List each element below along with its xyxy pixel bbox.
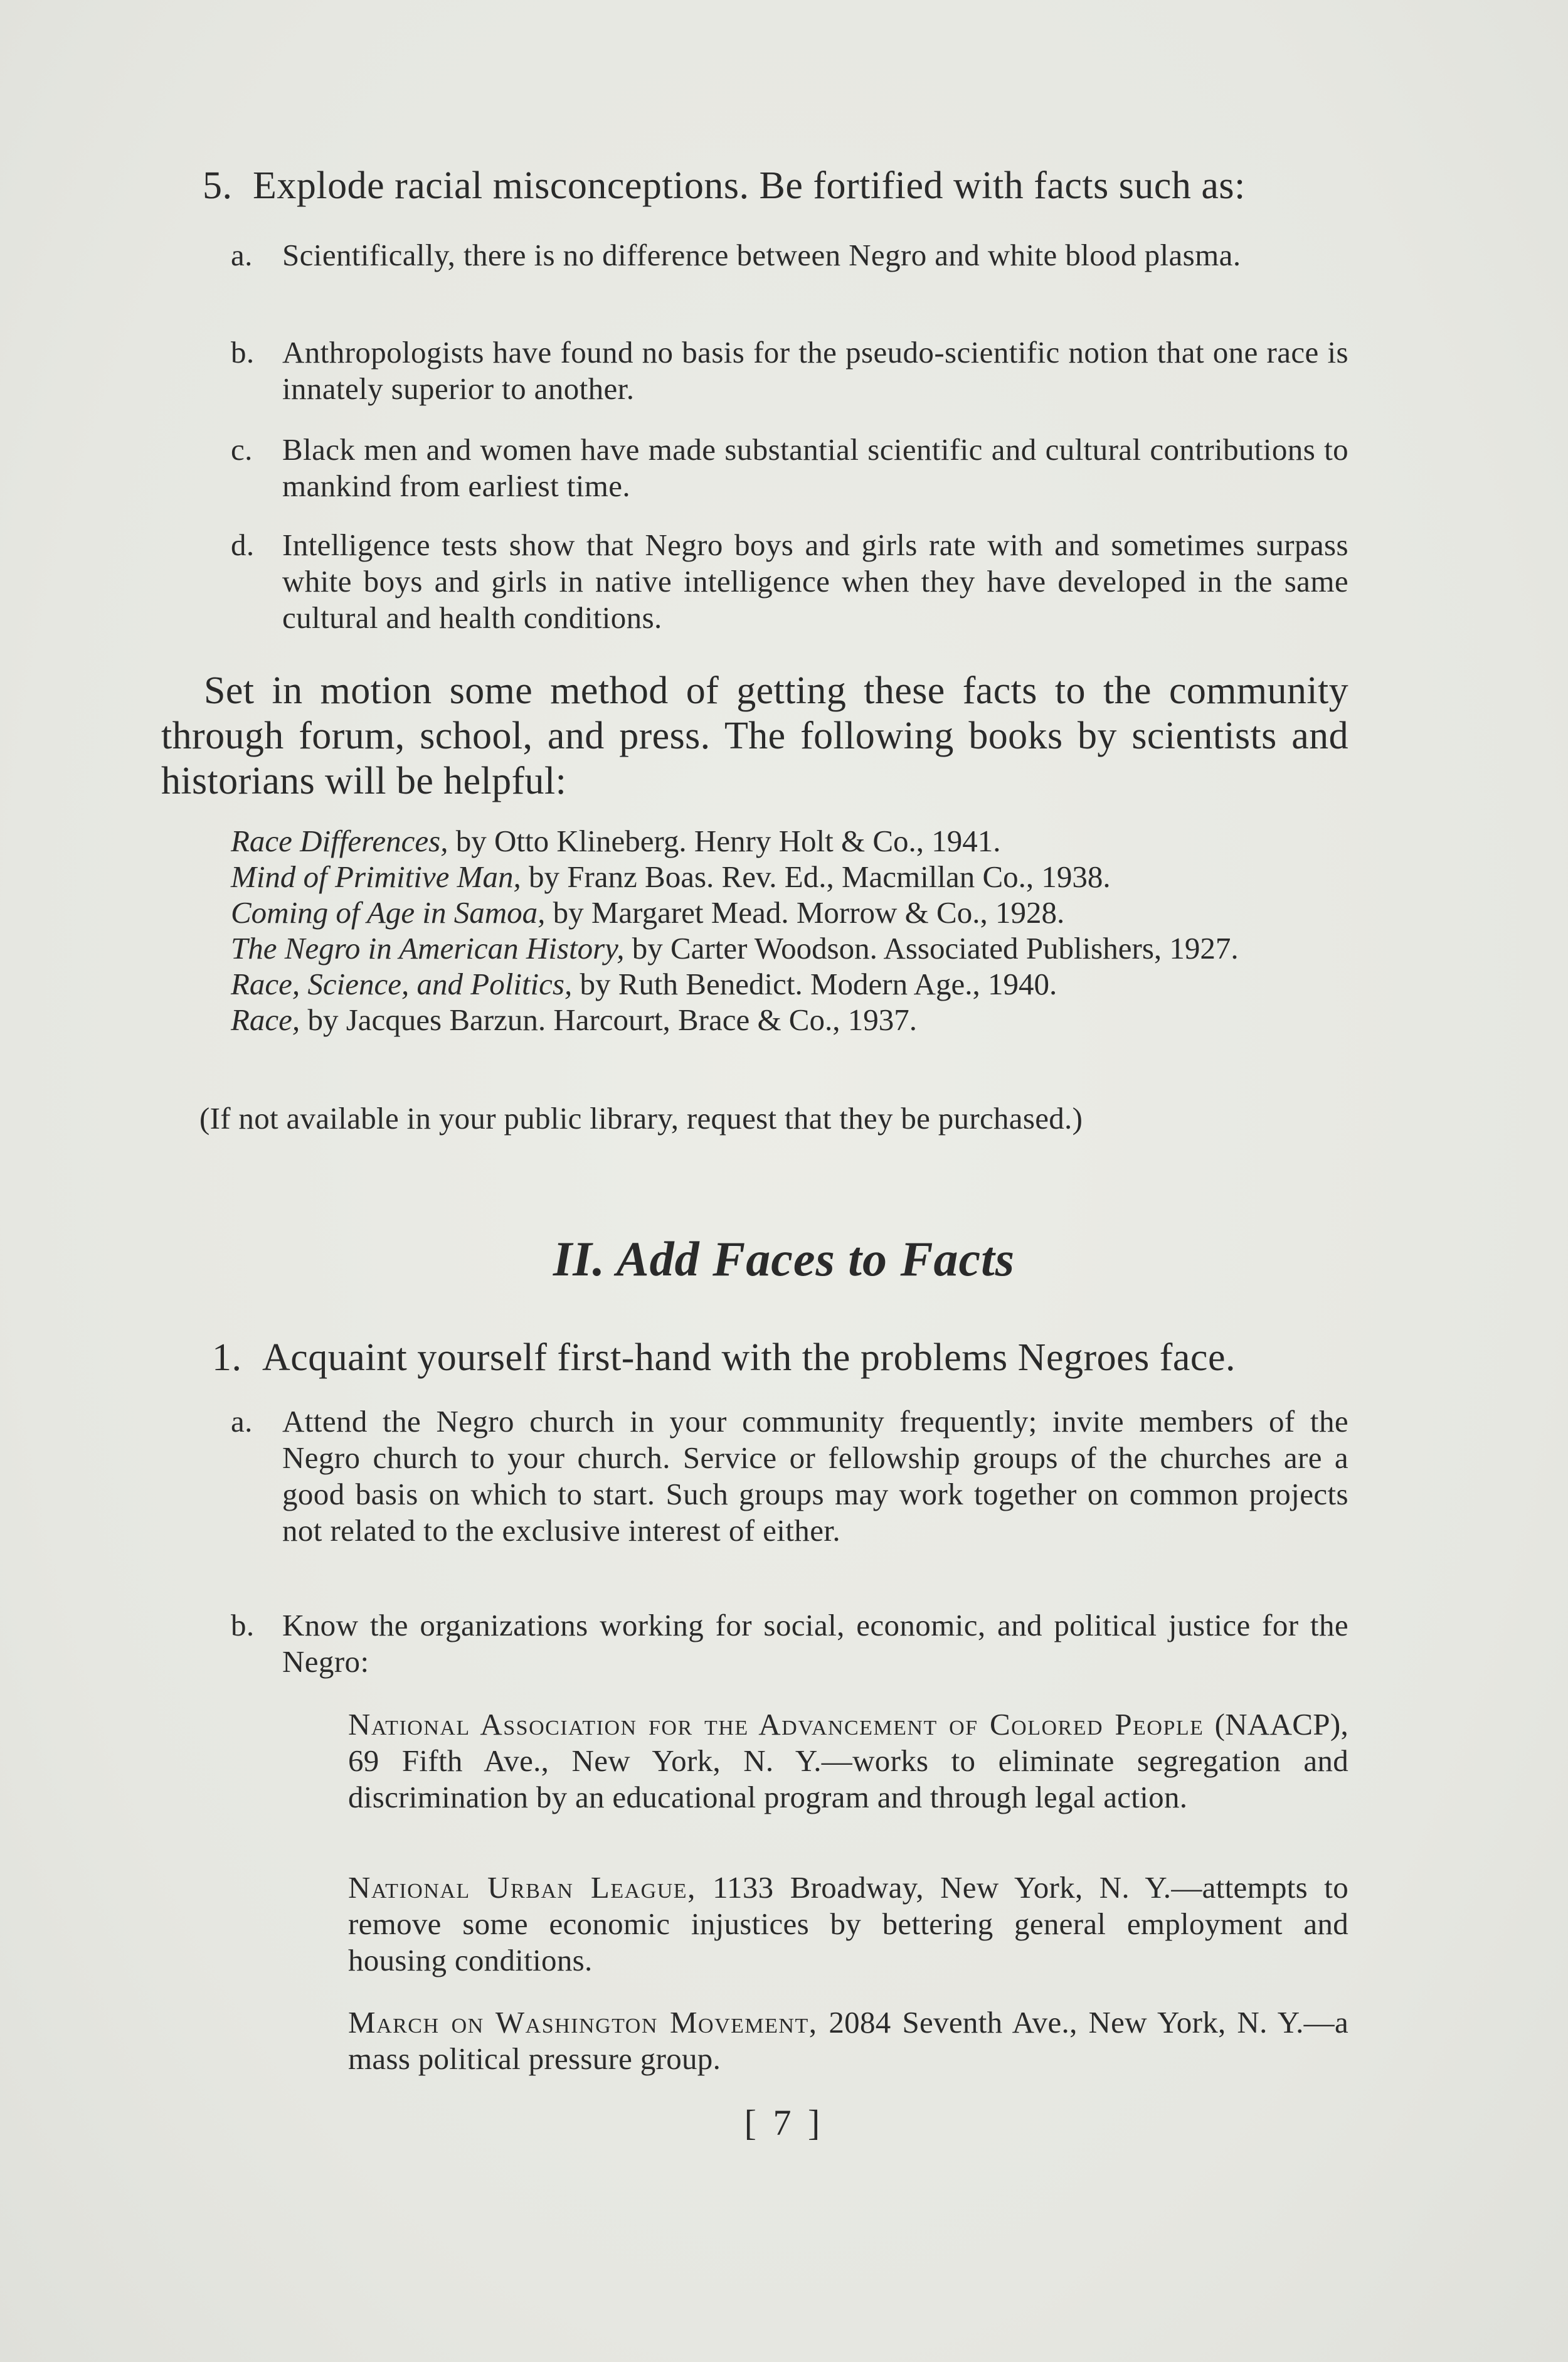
- page-number: [ 7 ]: [744, 2102, 824, 2143]
- sub-item-text: Intelligence tests show that Negro boys and girls rate with and sometimes surpass white boys and girls in native intelligence when they have developed in the same cultural and health conditions.: [282, 528, 1348, 635]
- list-item-1: [212, 1335, 1404, 1380]
- sub-item-text: Attend the Negro church in your community frequently; invite members of the Negro church to your church. Service or fellowship groups of the churches are a good basis on which to start. Such groups may work together on common projects not related to the exclusive interest of either.: [282, 1404, 1348, 1548]
- book-details: by Otto Klineberg. Henry Holt & Co., 1941.: [448, 824, 1001, 858]
- item-text: Acquaint yourself first-hand with the problems Negroes face.: [262, 1336, 1236, 1379]
- book-details: by Franz Boas. Rev. Ed., Macmillan Co., 1938.: [521, 859, 1111, 894]
- sub-item-text: Know the organizations working for social, economic, and political justice for the Negro:: [282, 1608, 1348, 1679]
- book-list: [231, 823, 1372, 1038]
- book-entry: [231, 1002, 1372, 1038]
- organization-entry: [348, 1870, 1348, 1979]
- body-paragraph: Set in motion some method of getting these facts to the community through forum, school, and press. The following books by scientists and historians will be helpful:: [161, 669, 1348, 802]
- sub-item-text: Black men and women have made substantial scientific and cultural contributions to mankind from earliest time.: [282, 432, 1348, 503]
- sub-item-a: [231, 1403, 1348, 1549]
- book-entry: [231, 966, 1372, 1002]
- organization-name: National Association for the Advancement of Colored People: [348, 1707, 1204, 1742]
- organization-entry: [348, 1706, 1348, 1816]
- sub-item-text: Anthropologists have found no basis for the pseudo-scientific notion that one race is innately superior to another.: [282, 335, 1348, 406]
- book-title: The Negro in American History,: [231, 931, 625, 966]
- book-title: Mind of Primitive Man,: [231, 859, 521, 894]
- book-details: by Carter Woodson. Associated Publishers, 1927.: [624, 931, 1239, 966]
- sub-item-b: [231, 1607, 1348, 1680]
- item-number: 1.: [212, 1336, 242, 1379]
- organization-name: National Urban League,: [348, 1870, 696, 1905]
- sub-item-b: [231, 334, 1348, 407]
- book-details: by Margaret Mead. Morrow & Co., 1928.: [545, 895, 1065, 930]
- organization-details: 2084 Seventh Ave., New York, N. Y.—a mass political pressure group.: [348, 2005, 1348, 2076]
- section-title: II. Add Faces to Facts: [553, 1232, 1015, 1286]
- item-text: Explode racial misconceptions. Be fortified with facts such as:: [253, 164, 1246, 207]
- sub-item-letter: b.: [231, 1608, 255, 1642]
- book-details: by Ruth Benedict. Modern Age., 1940.: [572, 967, 1057, 1001]
- book-title: Race Differences,: [231, 824, 448, 858]
- library-note: (If not available in your public library, request that they be purchased.): [199, 1101, 1083, 1136]
- book-details: by Jacques Barzun. Harcourt, Brace & Co., 1937.: [300, 1003, 917, 1037]
- organization-details: 1133 Broadway, New York, N. Y.—attempts to remove some economic injustices by bettering general employment and housing conditions.: [348, 1870, 1349, 1977]
- book-entry: [231, 823, 1372, 859]
- sub-item-letter: a.: [231, 238, 253, 272]
- sub-item-a: [231, 237, 1348, 274]
- item-number: 5.: [203, 164, 233, 207]
- sub-item-letter: a.: [231, 1404, 253, 1439]
- book-entry: [231, 930, 1249, 966]
- sub-item-text: Scientifically, there is no difference between Negro and white blood plasma.: [282, 238, 1241, 272]
- organization-name: March on Washington Movement,: [348, 2005, 818, 2040]
- book-title: Race,: [231, 1003, 300, 1037]
- sub-item-letter: c.: [231, 432, 253, 467]
- organization-details: (NAACP), 69 Fifth Ave., New York, N. Y.—works to eliminate segregation and discrimination by an educational program and through legal action.: [348, 1707, 1348, 1814]
- sub-item-d: [231, 527, 1348, 636]
- book-entry: [231, 895, 1372, 930]
- book-entry: [231, 859, 1372, 895]
- sub-item-letter: b.: [231, 335, 255, 370]
- book-title: Race, Science, and Politics,: [231, 967, 573, 1001]
- organization-entry: [348, 2004, 1348, 2077]
- book-title: Coming of Age in Samoa,: [231, 895, 546, 930]
- list-item-5: [203, 163, 1394, 208]
- sub-item-c: [231, 432, 1348, 504]
- sub-item-letter: d.: [231, 528, 255, 562]
